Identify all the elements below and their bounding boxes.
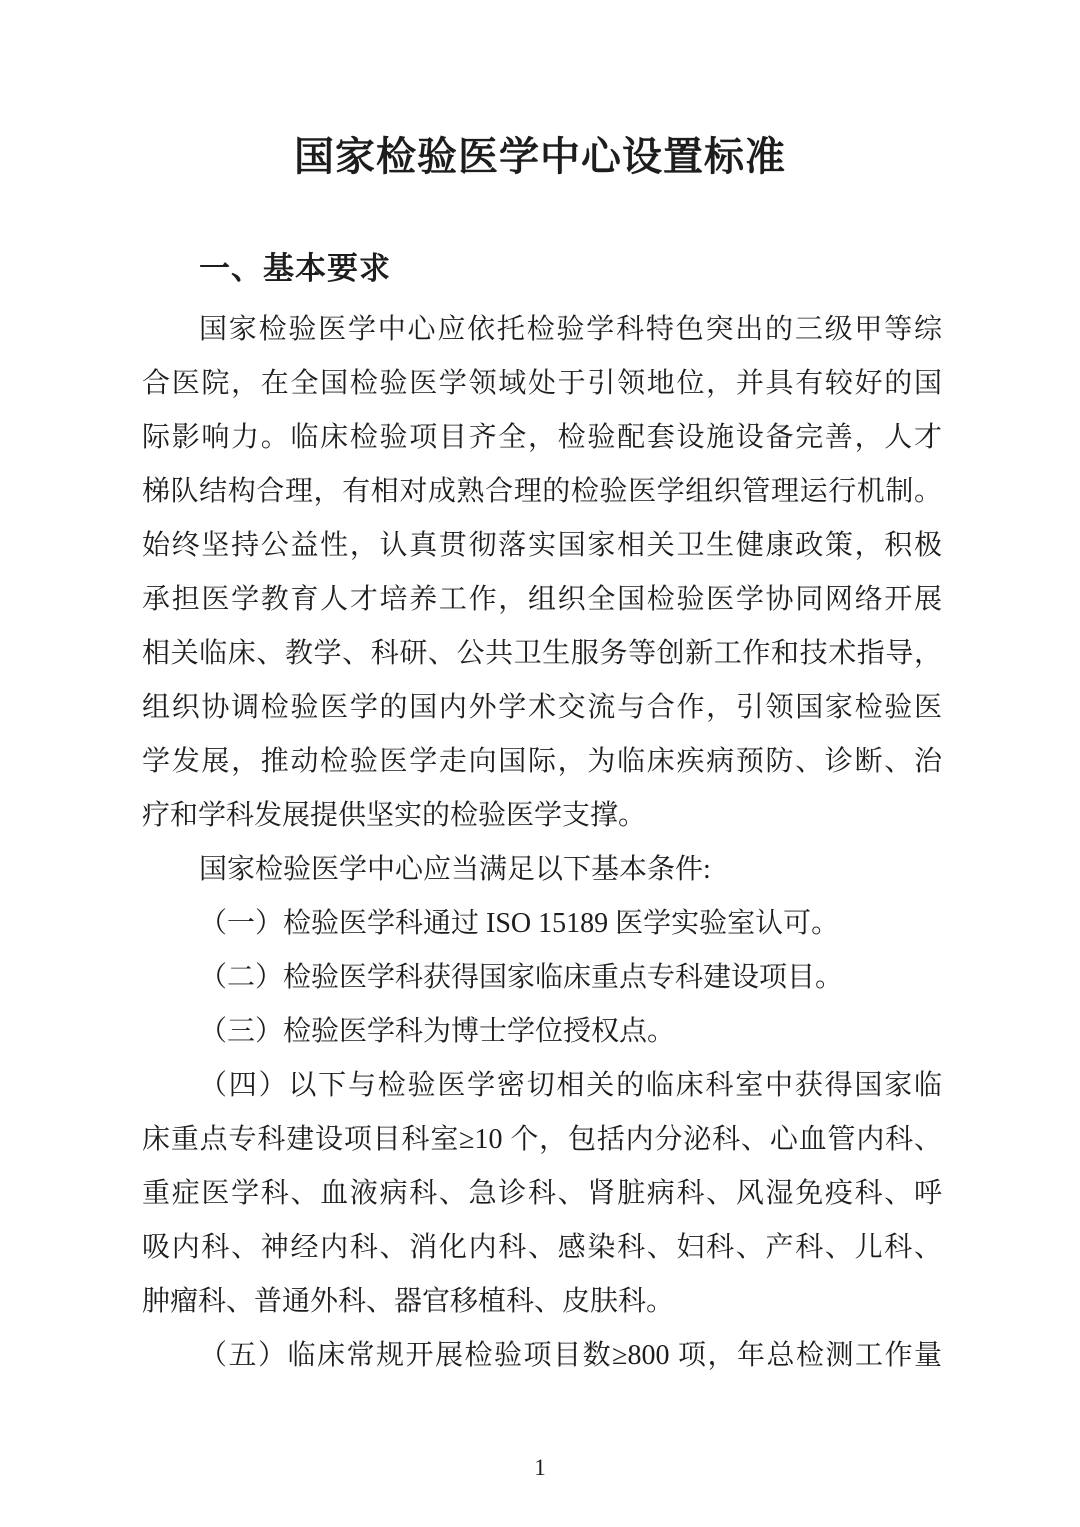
text-line: 肿瘤科、普通外科、器官移植科、皮肤科。 [142, 1286, 675, 1317]
section-heading: 一、基本要求 [199, 251, 391, 286]
text-line: 相关临床、教学、科研、公共卫生服务等创新工作和技术指导， [142, 638, 942, 669]
page-number: 1 [534, 1455, 546, 1480]
text-line: 际影响力。临床检验项目齐全，检验配套设施设备完善，人才 [142, 422, 942, 453]
text-line: 吸内科、神经内科、消化内科、感染科、妇科、产科、儿科、 [142, 1232, 942, 1263]
text-line: （三）检验医学科为博士学位授权点。 [199, 1016, 676, 1047]
text-line: 国家检验医学中心应依托检验学科特色突出的三级甲等综 [199, 314, 942, 345]
text-line: （五）临床常规开展检验项目数≥800 项，年总检测工作量 [199, 1340, 942, 1371]
text-line: 学发展，推动检验医学走向国际，为临床疾病预防、诊断、治 [142, 746, 942, 777]
text-line: 始终坚持公益性，认真贯彻落实国家相关卫生健康政策，积极 [142, 530, 942, 561]
text-line: 组织协调检验医学的国内外学术交流与合作，引领国家检验医 [142, 692, 942, 723]
text-line: （四）以下与检验医学密切相关的临床科室中获得国家临 [199, 1070, 942, 1101]
text-line: 重症医学科、血液病科、急诊科、肾脏病科、风湿免疫科、呼 [142, 1178, 942, 1209]
document-title: 国家检验医学中心设置标准 [294, 134, 786, 179]
text-line: 梯队结构合理，有相对成熟合理的检验医学组织管理运行机制。 [142, 476, 942, 507]
text-line: 国家检验医学中心应当满足以下基本条件: [199, 854, 711, 885]
text-line: 合医院，在全国检验医学领域处于引领地位，并具有较好的国 [142, 368, 942, 399]
document-body [142, 303, 942, 1383]
text-line: 床重点专科建设项目科室≥10 个，包括内分泌科、心血管内科、 [142, 1124, 942, 1155]
text-line: 疗和学科发展提供坚实的检验医学支撑。 [142, 800, 647, 831]
text-line: 承担医学教育人才培养工作，组织全国检验医学协同网络开展 [142, 584, 942, 615]
text-line: （一）检验医学科通过 ISO 15189 医学实验室认可。 [199, 908, 840, 939]
text-line: （二）检验医学科获得国家临床重点专科建设项目。 [199, 962, 844, 993]
